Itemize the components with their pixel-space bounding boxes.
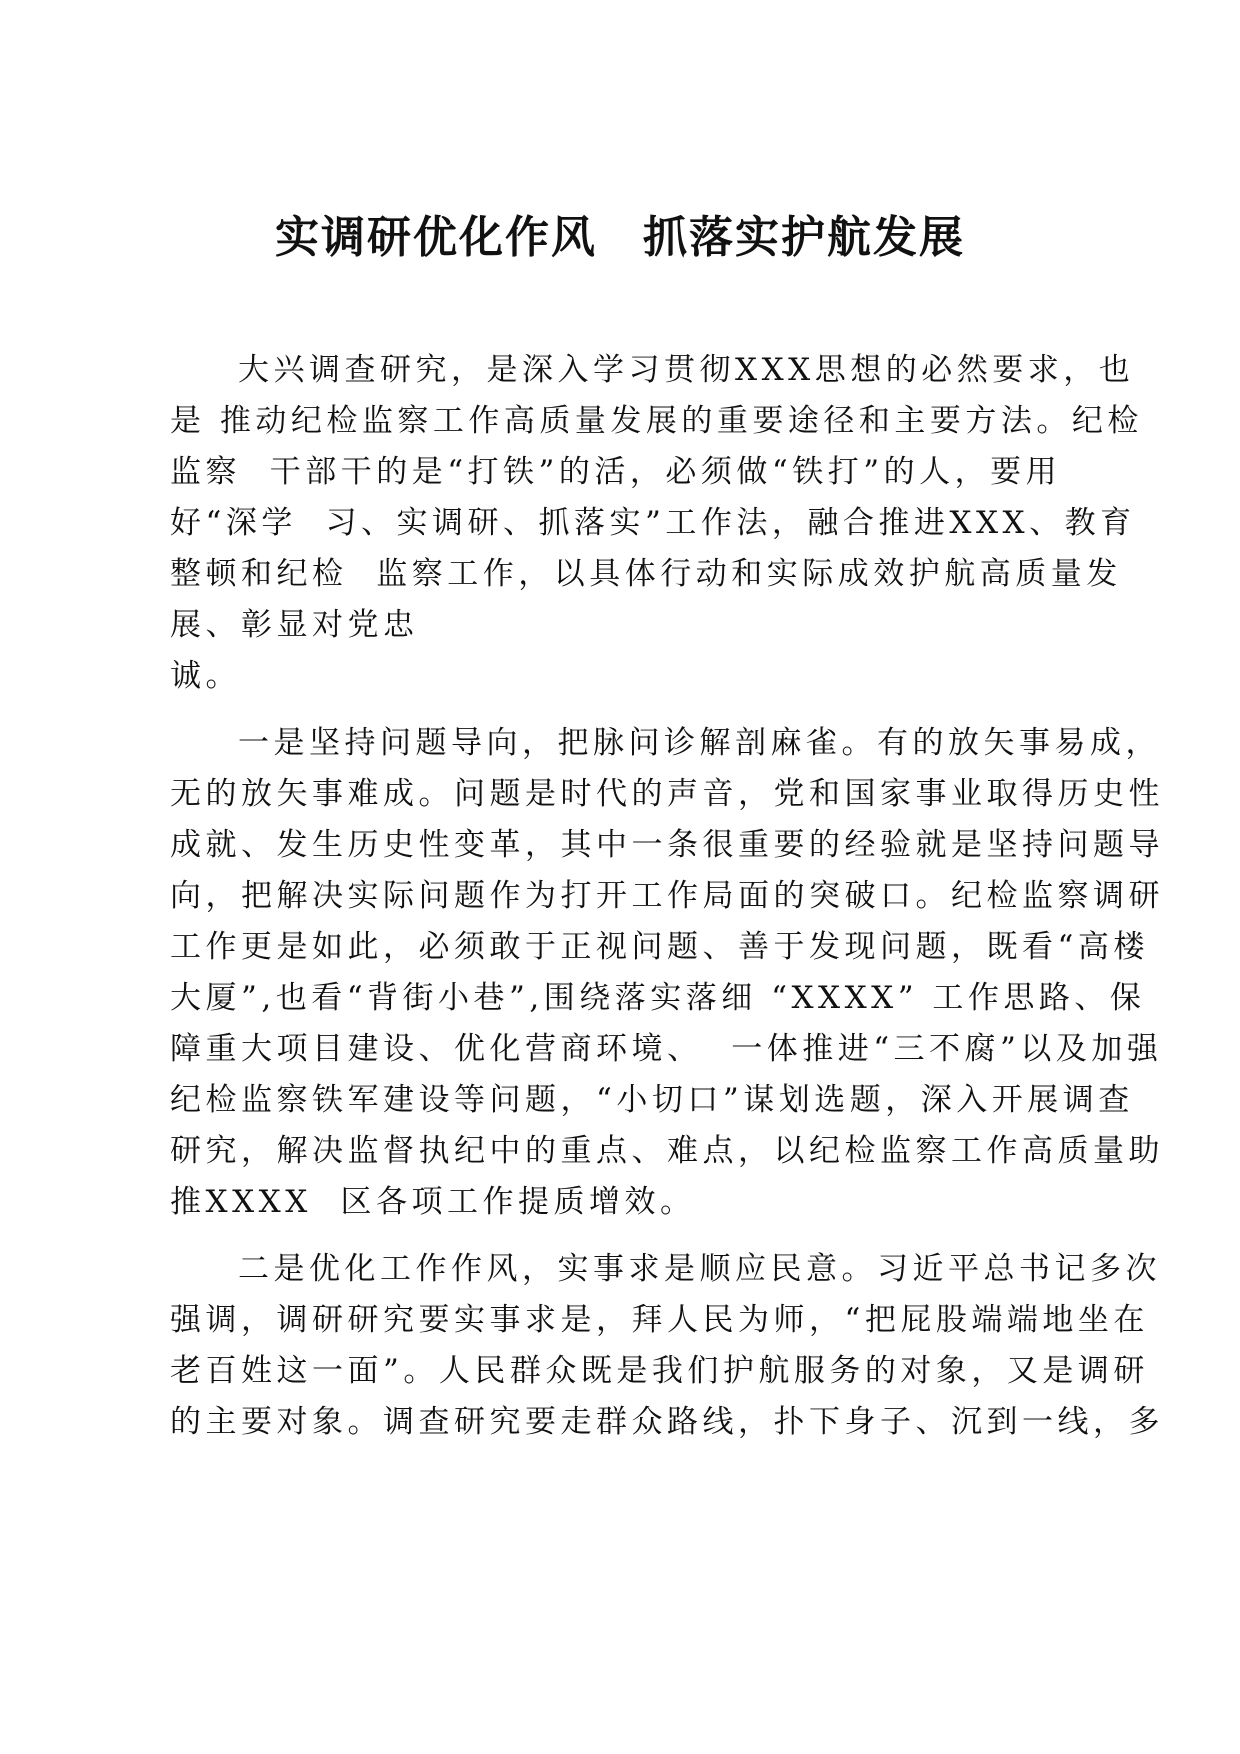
text-line: 监察 干部干的是“打铁”的活，必须做“铁打”的人，要用 (170, 454, 1062, 490)
text-line: 二是优化工作作风，实事求是顺应民意。习近平总书记多次 (238, 1251, 1161, 1287)
text-line: 强调，调研研究要实事求是，拜人民为师，“把屁股端端地坐在 (170, 1302, 1149, 1338)
text-line: 纪检监察铁军建设等问题，“小切口”谋划选题，深入开展调查 (170, 1082, 1134, 1118)
text-line: 推XXXX 区各项工作提质增效。 (170, 1184, 696, 1220)
document-body (170, 345, 1164, 1464)
text-line: 好“深学 习、实调研、抓落实”工作法，融合推进XXX、教育 (170, 505, 1136, 541)
document-title: 实调研优化作风 抓落实护航发展 (275, 212, 965, 263)
text-line: 老百姓这一面”。人民群众既是我们护航服务的对象，又是调研 (170, 1353, 1149, 1389)
text-line: 诚。 (170, 658, 241, 694)
text-line: 大兴调查研究，是深入学习贯彻XXX思想的必然要求，也 (238, 352, 1135, 388)
text-line: 一是坚持问题导向，把脉问诊解剖麻雀。有的放矢事易成， (238, 725, 1161, 761)
text-line: 的主要对象。调查研究要走群众路线，扑下身子、沉到一线，多 (170, 1404, 1164, 1440)
text-line: 大厦”,也看“背街小巷”,围绕落实落细 “XXXX” 工作思路、保 (170, 980, 1146, 1016)
text-line: 无的放矢事难成。问题是时代的声音，党和国家事业取得历史性 (170, 776, 1164, 812)
paragraph-work-style (170, 1244, 1164, 1448)
text-line: 展、彰显对党忠 (170, 607, 419, 643)
text-line: 是 推动纪检监察工作高质量发展的重要途径和主要方法。纪检 (170, 403, 1143, 439)
text-line: 障重大项目建设、优化营商环境、 一体推进“三不腐”以及加强 (170, 1031, 1163, 1067)
paragraph-intro (170, 345, 1143, 702)
text-line: 成就、发生历史性变革，其中一条很重要的经验就是坚持问题导 (170, 827, 1164, 863)
text-line: 研究，解决监督执纪中的重点、难点，以纪检监察工作高质量助 (170, 1133, 1164, 1169)
text-line: 整顿和纪检 监察工作，以具体行动和实际成效护航高质量发 (170, 556, 1122, 592)
text-line: 工作更是如此，必须敢于正视问题、善于发现问题，既看“高楼 (170, 929, 1149, 965)
paragraph-problem-oriented (170, 718, 1164, 1228)
text-line: 向，把解决实际问题作为打开工作局面的突破口。纪检监察调研 (170, 878, 1164, 914)
